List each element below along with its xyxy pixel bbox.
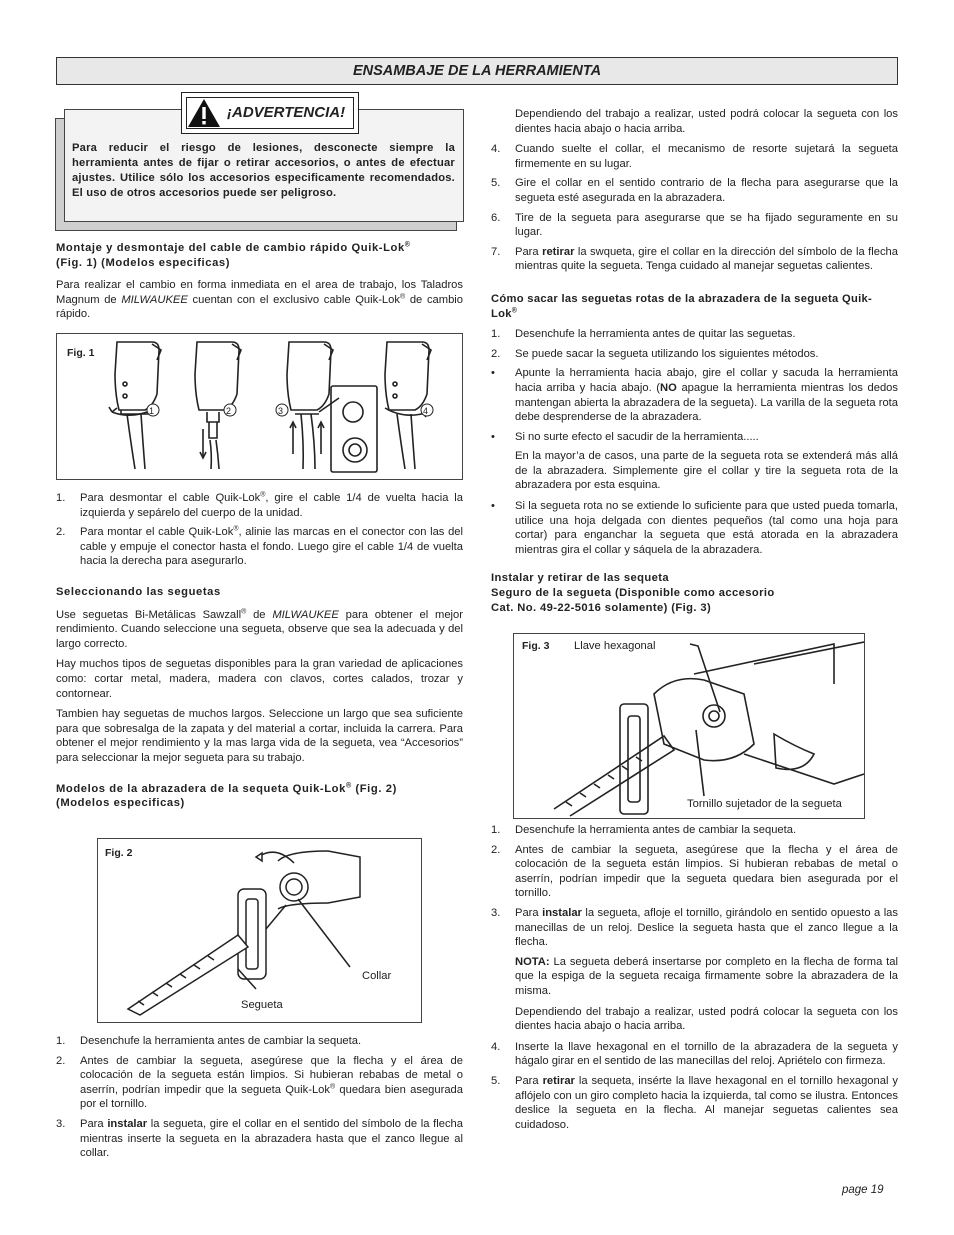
- list-item: 4. Cuando suelte el collar, el mecanismo de resorte sujetará la segueta firmemente en su lugar.: [491, 143, 898, 170]
- blades-paragraph-1: Use seguetas Bi-Metálicas Sawzall® de MILWAUKEE para obtener el mejor rendimiento. Cuando seleccione una segueta, observe que sea la adecuada y del largo correcto.: [56, 607, 463, 650]
- fig1-step-4: 4: [423, 406, 429, 416]
- list-item: 7. Para retirar la swqueta, gire el collar en la dirección del símbolo de la flecha mientras quite la segueta. Tenga cuidado al manejar seguetas calientes.: [491, 245, 898, 273]
- orientation-note: Dependiendo del trabajo a realizar, usted podrá colocar la segueta con los dientes hacia abajo o hacia arriba.: [515, 108, 898, 135]
- fig1-step-2: 2: [226, 406, 232, 416]
- list-item: 2. Se puede sacar la segueta utilizando los siguientes métodos.: [491, 347, 819, 360]
- list-item: 1. Desenchufe la herramienta antes de quitar las seguetas.: [491, 328, 796, 341]
- section-selecting-blades-title: Seleccionando las seguetas: [56, 585, 221, 598]
- page-number: page 19: [842, 1184, 884, 1196]
- warning-text: Para reducir el riesgo de lesiones, desconecte siempre la herramienta antes de fijar o retirar accesorios, o antes de efectuar ajustes. Utilice sólo los accesorios especificamente recomendados. El uso de otros accesorios puede ser peligroso.: [72, 142, 455, 199]
- warning-title-box: [181, 92, 359, 134]
- section-broken-blades-title: Cómo sacar las seguetas rotas de la abrazadera de la segueta Quik-Lok®: [491, 292, 873, 320]
- list-item: 1. Para desmontar el cable Quik-Lok®, gire el cable 1/4 de vuelta hacia la izquierda y sepárelo del cuerpo de la unidad.: [56, 491, 464, 519]
- bullet-item: • Apunte la herramienta hacia abajo, gire el collar y sacuda la herramienta hacia arriba y hacia abajo. (NO apague la herramienta mientras los dedos mantengan abierta la abrazadera de la segueta). La varilla de la segueta rota debe desprenderse de la abrazadera.: [491, 367, 898, 424]
- orientation-note-2: Dependiendo del trabajo a realizar, usted podrá colocar la segueta con los dientes hacia abajo o hacia arriba.: [515, 1005, 898, 1033]
- right-column-top: [491, 107, 898, 621]
- list-item: 3. Para instalar la segueta, afloje el tornillo, girándolo en sentido opuesto a las manecillas de un reloj. Deslice la segueta hasta que el zanco llegue a la flecha.: [491, 906, 898, 949]
- fig1-step-3: 3: [278, 406, 284, 416]
- fig2-collar-label: Collar: [362, 970, 392, 982]
- fig3-hex-key-label: Llave hexagonal: [574, 640, 656, 652]
- blades-paragraph-2: Hay muchos tipos de seguetas disponibles para la gran variedad de aplicaciones como: cortar metal, madera, madera con clavos, cortes calados, trozar y contornear.: [56, 658, 463, 700]
- fig3-screw-label: Tornillo sujetador de la segueta: [687, 798, 842, 810]
- right-column-bottom: [491, 823, 898, 1137]
- fig1-illustration: [57, 334, 462, 479]
- warning-triangle-icon: [187, 98, 221, 128]
- fig1-label: Fig. 1: [67, 347, 95, 359]
- fig2-illustration: [98, 839, 421, 1022]
- list-item: 5. Para retirar la sequeta, insérte la llave hexagonal en el tornillo hexagonal y aflójelo con un giro completo hacia la izquierda, tal como se ilustra. Entonces deslice la segueta en la flecha. Al manejar seguetas calientes sea cuidadoso.: [491, 1074, 898, 1131]
- section-header: ENSAMBAJE DE LA HERRAMIENTA: [56, 57, 898, 85]
- list-item: 4. Inserte la llave hexagonal en el tornillo de la abrazadera de la segueta y hágalo girar en el sentido de las manecillas del reloj. Apriételo con firmeza.: [491, 1040, 898, 1068]
- list-item: 1. Desenchufe la herramienta antes de cambiar la sequeta.: [56, 1035, 362, 1047]
- list-item: 5. Gire el collar en el sentido contrario de la flecha para asegurarse que la segueta esté asegurada en la abrazadera.: [491, 177, 898, 204]
- bullet-item: • Si no surte efecto el sacudir de la herramienta.....: [491, 430, 759, 443]
- list-item: 2. Antes de cambiar la segueta, asegúrese que la flecha y el área de colocación de la segueta están limpios. Si hubieran rebabas de metal o aserrín, podrían impedir que la segueta quedara bien asegurada por el tornillo.: [491, 843, 898, 900]
- fig3-illustration: [514, 634, 864, 818]
- left-column-bottom: [56, 1034, 463, 1166]
- fig1-step-1: 1: [149, 406, 155, 416]
- list-item: 2. Para montar el cable Quik-Lok®, alinie las marcas en el conector con las del cable y empuje el conector hasta el fondo. Luego gire el cable 1/4 de vuelta hacia la derecha para asegurarlo.: [56, 525, 463, 568]
- bullet-continuation: En la mayor’a de casos, una parte de la segueta rota se extenderá más allá de la abrazadera. Simplemente gire el collar y tire la segueta rota de la abrazadera por esta esquina.: [515, 450, 898, 492]
- figure-3: [513, 633, 865, 819]
- figure-2: [97, 838, 422, 1023]
- list-item: 3. Para instalar la segueta, gire el collar en el sentido del símbolo de la flecha mientras inserte la segueta en la abrazadera hasta que el zanco llegue al collar.: [56, 1117, 463, 1160]
- list-item: 2. Antes de cambiar la segueta, asegúrese que la flecha y el área de colocación de la segueta están limpios. Si hubieran rebabas de metal o aserrín, podrían impedir que la segueta Quik-Lok® quedara bien asegurada por el tornillo.: [56, 1054, 463, 1111]
- fig2-blade-label: Segueta: [241, 999, 283, 1011]
- left-column-top: [56, 241, 463, 328]
- left-column-mid: [56, 491, 463, 817]
- figure-1: [56, 333, 463, 480]
- fig3-label: Fig. 3: [522, 640, 550, 652]
- quiklok-intro: Para realizar el cambio en forma inmediata en el area de trabajo, los Taladros Magnum de MILWAUKEE cuentan con el exclusivo cable Quik-Lok® de cambio rápido.: [56, 279, 464, 321]
- bullet-item: • Si la segueta rota no se extiende lo suficiente para que usted pueda tomarla, utilice una hoja delgada con dientes pequeños (tal como una hoja para cortar) para enganchar la segueta que está atorada en la abrazadera mientras gira el collar y sáquela de la abrazadera.: [491, 500, 898, 556]
- fig2-label: Fig. 2: [105, 847, 133, 859]
- warning-title: ¡ADVERTENCIA!: [227, 103, 346, 121]
- section-clamp-models-title: Modelos de la abrazadera de la sequeta Quik-Lok® (Fig. 2) (Modelos especificas): [56, 781, 397, 810]
- blades-paragraph-3: Tambien hay seguetas de muchos largos. Seleccione un largo que sea suficiente para que sobresalga de la zapata y del material a cortar, incluida la carrera. Para obtener el mejor rendimiento y la mas larga vida de la segueta, vea “Accesorios” para seleccionar la mejor segueta para su trabajo.: [56, 708, 463, 764]
- list-item: 1. Desenchufe la herramienta antes de cambiar la sequeta.: [491, 824, 797, 836]
- nota-paragraph: NOTA: La segueta deberá insertarse por completo en la flecha de forma tal que la espiga de la segueta recaiga firmamente sobre la abrazadera de la misma.: [515, 955, 898, 997]
- list-item: 6. Tire de la segueta para asegurarse que se ha fijado seguramente en su lugar.: [491, 211, 898, 239]
- section-blade-lock-title: Instalar y retirar de las sequeta Seguro de la segueta (Disponible como accesorio Cat. No. 49-22-5016 solamente) (Fig. 3): [491, 572, 775, 614]
- section-quiklok-cable-title: Montaje y desmontaje del cable de cambio rápido Quik-Lok® (Fig. 1) (Modelos especificas): [56, 241, 411, 269]
